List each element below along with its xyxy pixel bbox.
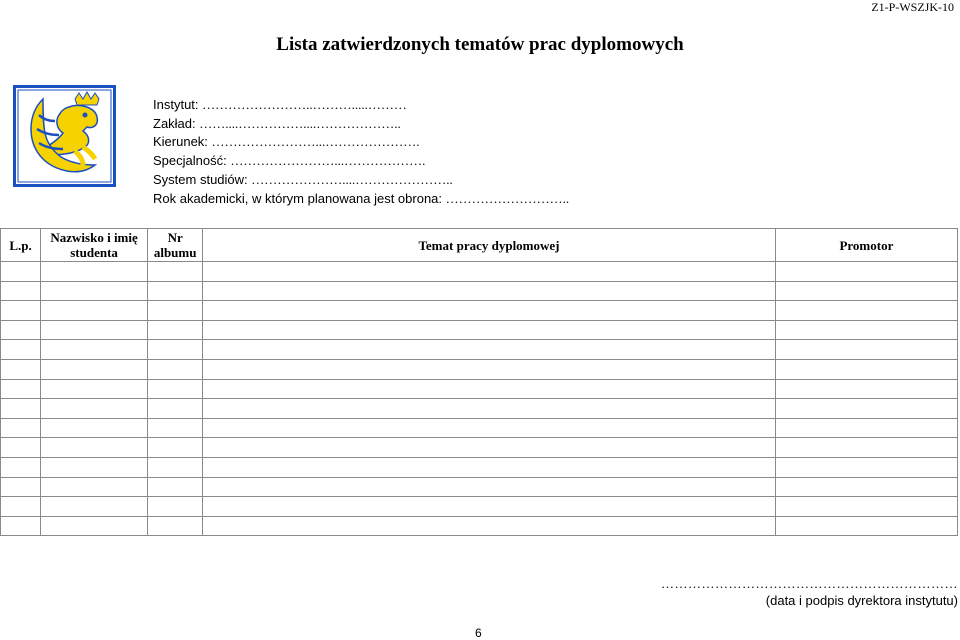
table-row — [1, 281, 958, 301]
table-cell[interactable] — [1, 438, 41, 458]
column-header-lp: L.p. — [1, 229, 41, 262]
table-cell[interactable] — [775, 438, 957, 458]
table-cell[interactable] — [1, 477, 41, 497]
table-cell[interactable] — [775, 399, 957, 419]
column-header-album-number: Nr albumu — [148, 229, 203, 262]
table-cell[interactable] — [203, 399, 776, 419]
table-cell[interactable] — [203, 477, 776, 497]
page-title: Lista zatwierdzonych tematów prac dyplomowych — [276, 34, 684, 55]
table-row — [1, 359, 958, 379]
table-cell[interactable] — [775, 340, 957, 360]
table-cell[interactable] — [1, 418, 41, 438]
table-cell[interactable] — [203, 340, 776, 360]
table-cell[interactable] — [1, 399, 41, 419]
page-number: 6 — [475, 626, 482, 640]
table-cell[interactable] — [148, 379, 203, 399]
table-cell[interactable] — [148, 497, 203, 517]
table-cell[interactable] — [203, 379, 776, 399]
table-body — [1, 262, 958, 536]
table-cell[interactable] — [148, 438, 203, 458]
table-cell[interactable] — [41, 516, 148, 536]
table-cell[interactable] — [775, 281, 957, 301]
table-cell[interactable] — [41, 477, 148, 497]
table-cell[interactable] — [148, 281, 203, 301]
table-row — [1, 497, 958, 517]
table-cell[interactable] — [41, 320, 148, 340]
table-cell[interactable] — [775, 262, 957, 282]
table-cell[interactable] — [775, 516, 957, 536]
table-cell[interactable] — [203, 418, 776, 438]
table-cell[interactable] — [775, 418, 957, 438]
column-header-student-name: Nazwisko i imię studenta — [41, 229, 148, 262]
column-header-thesis-topic: Temat pracy dyplomowej — [203, 229, 776, 262]
table-cell[interactable] — [203, 262, 776, 282]
info-line-academic-year: Rok akademicki, w którym planowana jest obrona: ……………………….. — [153, 190, 570, 206]
table-cell[interactable] — [41, 262, 148, 282]
table-cell[interactable] — [1, 379, 41, 399]
table-cell[interactable] — [148, 399, 203, 419]
table-cell[interactable] — [148, 340, 203, 360]
table-cell[interactable] — [148, 320, 203, 340]
table-cell[interactable] — [1, 340, 41, 360]
table-cell[interactable] — [1, 359, 41, 379]
table-cell[interactable] — [1, 301, 41, 321]
table-row — [1, 262, 958, 282]
column-header-promotor: Promotor — [775, 229, 957, 262]
table-row — [1, 399, 958, 419]
table-cell[interactable] — [203, 457, 776, 477]
info-line-study-system: System studiów: …………………....………………….. — [153, 171, 453, 187]
table-cell[interactable] — [148, 359, 203, 379]
table-cell[interactable] — [1, 497, 41, 517]
table-cell[interactable] — [1, 457, 41, 477]
table-cell[interactable] — [41, 281, 148, 301]
table-cell[interactable] — [203, 359, 776, 379]
table-row — [1, 320, 958, 340]
table-cell[interactable] — [41, 418, 148, 438]
table-cell[interactable] — [1, 320, 41, 340]
table-cell[interactable] — [1, 516, 41, 536]
info-line-department: Zakład: ……....……………....……………….. — [153, 115, 401, 131]
table-cell[interactable] — [203, 497, 776, 517]
signature-label: (data i podpis dyrektora instytutu) — [765, 593, 958, 608]
table-cell[interactable] — [148, 457, 203, 477]
table-row — [1, 477, 958, 497]
table-cell[interactable] — [148, 262, 203, 282]
table-cell[interactable] — [1, 262, 41, 282]
info-line-field: Kierunek: ……………………...…………………. — [153, 134, 420, 150]
table-cell[interactable] — [775, 477, 957, 497]
table-cell[interactable] — [148, 301, 203, 321]
thesis-topics-table — [0, 228, 958, 536]
table-header-row — [1, 229, 958, 262]
table-cell[interactable] — [203, 301, 776, 321]
table-cell[interactable] — [775, 457, 957, 477]
table-cell[interactable] — [775, 301, 957, 321]
table-cell[interactable] — [775, 379, 957, 399]
table-cell[interactable] — [41, 379, 148, 399]
table-row — [1, 438, 958, 458]
table-row — [1, 340, 958, 360]
table-row — [1, 301, 958, 321]
table-cell[interactable] — [775, 359, 957, 379]
table-cell[interactable] — [148, 516, 203, 536]
table-cell[interactable] — [41, 301, 148, 321]
table-cell[interactable] — [203, 320, 776, 340]
table-cell[interactable] — [41, 497, 148, 517]
info-line-institute: Instytut: ……………………..……….....……… — [153, 97, 407, 112]
table-cell[interactable] — [41, 457, 148, 477]
info-block — [153, 96, 569, 208]
table-cell[interactable] — [41, 399, 148, 419]
table-cell[interactable] — [1, 281, 41, 301]
table-cell[interactable] — [41, 340, 148, 360]
table-cell[interactable] — [148, 477, 203, 497]
table-cell[interactable] — [203, 438, 776, 458]
table-cell[interactable] — [203, 516, 776, 536]
table-cell[interactable] — [775, 320, 957, 340]
table-cell[interactable] — [775, 497, 957, 517]
table-cell[interactable] — [41, 438, 148, 458]
signature-line: ………………………………………………………… — [661, 576, 958, 591]
eagle-emblem-icon — [13, 85, 116, 187]
table-cell[interactable] — [148, 418, 203, 438]
table-row — [1, 379, 958, 399]
document-code: Z1-P-WSZJK-10 — [871, 0, 954, 14]
table-row — [1, 418, 958, 438]
info-line-specialty: Specjalność: ……………………...………………. — [153, 153, 426, 169]
table-cell[interactable] — [203, 281, 776, 301]
table-cell[interactable] — [41, 359, 148, 379]
table-row — [1, 516, 958, 536]
table-row — [1, 457, 958, 477]
